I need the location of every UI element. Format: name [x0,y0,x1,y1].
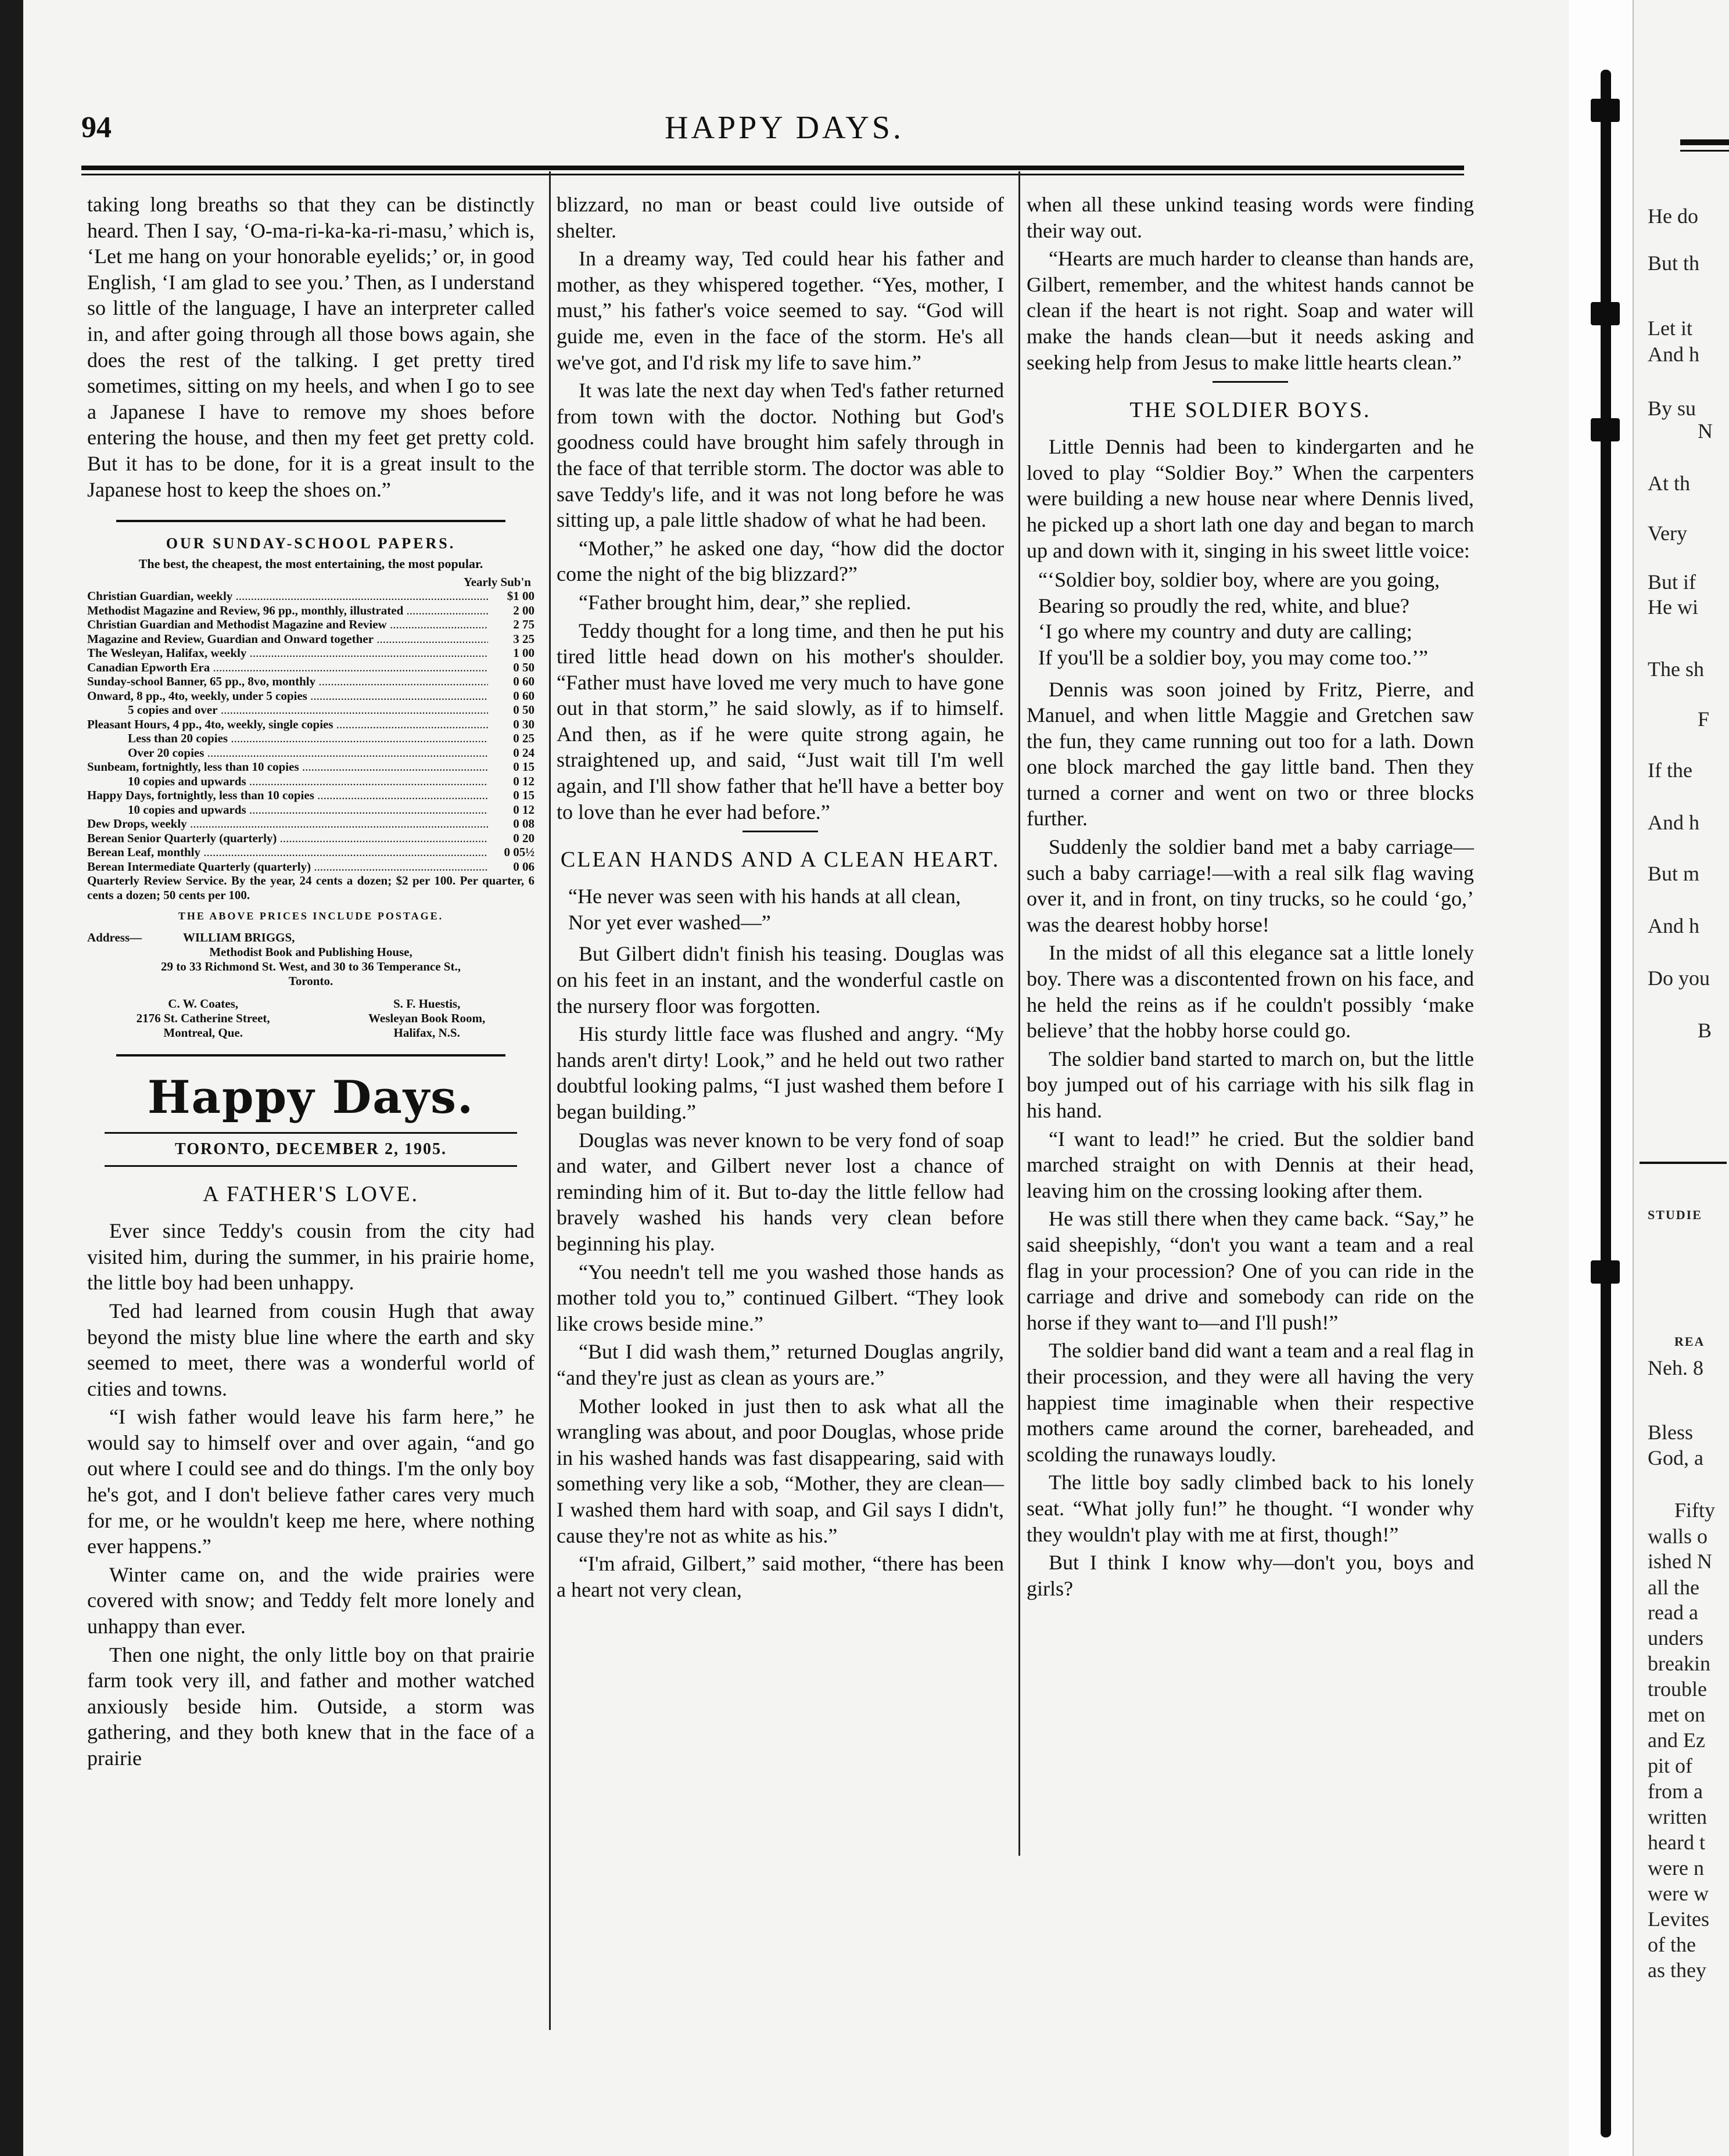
publisher-house: Methodist Book and Publishing House, [209,945,412,960]
next-page-text-fragment: But th [1648,251,1700,275]
paper-name: Methodist Magazine and Review, 96 pp., monthly, illustrated ..... [87,603,488,618]
papers-subtitle: The best, the cheapest, the most entertaining, the most popular. [138,556,483,572]
paper-name: Dew Drops, weekly ..... [87,817,488,831]
next-page-text-fragment: walls o [1648,1525,1708,1548]
price-row [87,589,535,603]
story-paragraph: “Father brought him, dear,” she replied. [579,590,912,614]
next-page-text-fragment: of the [1648,1933,1696,1956]
verse-line: Nor yet ever washed—” [568,910,771,934]
paper-price: 0 60 [513,688,535,703]
price-row [87,760,535,774]
next-page-text-fragment: And h [1648,914,1699,937]
paper-name: Happy Days, fortnightly, less than 10 copies ..... [87,788,488,803]
binding-notch [1591,99,1620,122]
next-page-text-fragment: as they [1648,1959,1706,1982]
sunday-school-papers-box [87,520,535,1057]
price-row [87,731,535,746]
dateline: TORONTO, DECEMBER 2, 1905. [175,1140,447,1159]
next-page-text-fragment: from a [1648,1780,1703,1803]
story-paragraph: “I'm afraid, Gilbert,” said mother, “there has been a heart not very clean, [557,1552,1004,1601]
publisher-name: WILLIAM BRIGGS, [182,930,295,945]
paper-name: Onward, 8 pp., 4to, weekly, under 5 copies ..... [87,689,488,703]
next-page-text-fragment: Do you [1648,966,1710,990]
verse-line: ‘I go where my country and duty are calling; [1038,620,1412,644]
next-page-text-fragment: Neh. 8 [1648,1356,1703,1379]
paper-name: Pleasant Hours, 4 pp., 4to, weekly, single copies ..... [87,717,488,732]
story-title: CLEAN HANDS AND A CLEAN HEART. [560,847,1000,872]
paper-price: 0 15 [513,788,535,803]
postage-note: THE ABOVE PRICES INCLUDE POSTAGE. [178,910,444,922]
paper-price: 3 25 [513,631,535,646]
agent-name: S. F. Huestis, [393,997,461,1011]
next-page-text-fragment: By su [1648,397,1696,420]
publisher-address [87,930,535,989]
header-rule-thick [81,166,1464,170]
next-page-text-fragment: If the [1648,759,1692,782]
story-paragraph: Douglas was never known to be very fond of soap and water, and Gilbert never lost a chance of reminding him of it. But to-day the little fellow had bravely washed his hands very clean before beginning his play. [557,1128,1004,1255]
story-paragraph: Suddenly the soldier band met a baby carriage—such a baby carriage!—with a real silk flag waving over it, and in front, on tiny trucks, so he could ‘go,’ was the dearest hobby horse! [1027,835,1474,936]
price-row [87,817,535,831]
scan-edge-left [0,0,23,2156]
next-page-rule [1680,150,1729,152]
story-paragraph: Teddy thought for a long time, and then he put his tired little head down on his mother's shoulder. “Father must have loved me very much to have gone out in that storm,” he said slowly, as if to himself. And then, as if he were quite strong again, he straightened up, and said, “Just wait till I'm well again, and I'll show father that he'll have a better boy to love than he ever had before.” [557,619,1004,824]
next-page-text-fragment: B [1698,1019,1712,1042]
story-paragraph: Mother looked in just then to ask what all the wrangling was about, and poor Douglas, whose pride in his washed hands was fast disappearing, said with something very like a sob, “Mother, they are clean—I washed them hard with soap, and Gil says I didn't, cause they're not as white as his.” [557,1394,1004,1547]
binding-notch [1591,418,1620,441]
story-paragraph: blizzard, no man or beast could live outside of shelter. [557,193,1004,242]
next-page-text-fragment: unders [1648,1626,1703,1650]
next-page-text-fragment: breakin [1648,1652,1710,1675]
story-paragraph: But I think I know why—don't you, boys and girls? [1027,1551,1474,1600]
next-page-text-fragment: Bless [1648,1421,1694,1444]
yearly-subscription-label: Yearly Sub'n [463,575,531,590]
paper-name: The Wesleyan, Halifax, weekly ..... [87,646,488,660]
paper-name: 10 copies and upwards ..... [87,774,488,789]
story-paragraph: He was still there when they came back. “Say,” he said sheepishly, “don't you want a team and a real flag in your procession? One of you can ride in the carriage and drive and somebody can ride on the horse if they want to—and I'll push!” [1027,1207,1474,1334]
next-page-text-fragment: F [1698,707,1710,731]
verse-line: Bearing so proudly the red, white, and blue? [1038,594,1409,617]
price-row [87,603,535,618]
next-page-text-fragment: and Ez [1648,1729,1705,1752]
next-page-edge [1633,0,1729,2156]
column-1 [87,192,535,1774]
papers-title: OUR SUNDAY-SCHOOL PAPERS. [166,535,456,552]
price-row [87,703,535,717]
story-paragraph: Ted had learned from cousin Hugh that away beyond the misty blue line where the earth and sky seemed to meet, there was a wonderful world of cities and towns. [87,1299,535,1400]
agent-city: Montreal, Que. [163,1026,243,1040]
quarterly-review-row [87,874,535,902]
box-top-rule [116,520,505,522]
next-page-text-fragment: REA [1674,1334,1705,1349]
agent-halifax [368,997,485,1040]
agent-street: Wesleyan Book Room, [368,1011,486,1026]
price-row [87,617,535,632]
box-bottom-rule [116,1054,505,1057]
binding-notch [1591,1260,1620,1284]
next-page-text-fragment: But if [1648,570,1696,594]
price-row [87,660,535,675]
story-title: A FATHER'S LOVE. [203,1182,419,1207]
price-row [87,803,535,817]
dateline-rule-top [105,1132,517,1134]
price-row [87,646,535,660]
next-page-text-fragment: At th [1648,472,1691,495]
paper-name: Berean Leaf, monthly ..... [87,845,488,860]
verse [1027,567,1474,670]
price-row [87,689,535,703]
next-page-text-fragment: Let it [1648,317,1692,340]
paper-name: Canadian Epworth Era ..... [87,660,488,675]
header-rule-thin [81,174,1464,175]
intro-paragraph: taking long breaths so that they can be distinctly heard. Then I say, ‘O-ma-ri-ka-ka-ri-masu,’ which is, ‘Let me hang on your honorable eyelids;’ or, in good English, ‘I am glad to see you.’ Then, as I understand so little of the language, I have an interpreter called in, and after going through all those bows again, she does the rest of the talking. I get pretty tired sometimes, sitting on my heels, and when I go to see a Japanese I have to remove my shoes before entering the house, and then my feet get pretty cold. But it has to be done, for it is a great insult to the Japanese host to keep the shoes on.” [87,193,535,501]
paper-price: 0 15 [513,760,535,774]
paper-name: 5 copies and over ..... [87,703,488,717]
agent-montreal [137,997,270,1040]
verse-line: “‘Soldier boy, soldier boy, where are you going, [1038,568,1440,592]
binding-spine [1601,70,1611,2137]
price-row [87,774,535,789]
paper-name: Magazine and Review, Guardian and Onward together ..... [87,632,488,646]
next-page-text-fragment: trouble [1648,1677,1707,1701]
verse-line: “He never was seen with his hands at all clean, [568,885,961,908]
next-page-text-fragment: But m [1648,862,1700,885]
story-paragraph: “But I did wash them,” returned Douglas angrily, “and they're just as clean as yours are.” [557,1340,1004,1389]
next-page-rule [1640,1162,1727,1164]
story-paragraph: “Mother,” he asked one day, “how did the doctor come the night of the big blizzard?” [557,536,1004,586]
quarterly-review-text: Quarterly Review Service. By the year, 24 cents a dozen; $2 per 100. Per quarter, 6 cents a dozen; 50 cents per 100. [87,874,535,902]
next-page-text-fragment: The sh [1648,657,1704,681]
publisher-city: Toronto. [288,974,333,989]
next-page-text-fragment: Very [1648,522,1687,545]
paper-price: 0 50 [513,703,535,717]
column-3 [1027,192,1474,1604]
paper-name: Berean Intermediate Quarterly (quarterly) ..... [87,860,488,874]
story-paragraph: Then one night, the only little boy on that prairie farm took very ill, and father and mother watched anxiously beside him. Outside, a storm was gathering, and they both knew that in the face of a prairie [87,1643,535,1770]
paper-name: Christian Guardian, weekly ..... [87,589,488,603]
next-page-text-fragment: He do [1648,204,1698,228]
price-row [87,746,535,760]
next-page-text-fragment: written [1648,1805,1707,1828]
dateline-rule-bottom [105,1165,517,1167]
verse [557,883,1004,935]
next-page-text-fragment: were w [1648,1882,1709,1905]
agent-street: 2176 St. Catherine Street, [136,1011,270,1026]
paper-price: 0 24 [513,745,535,760]
page-header [81,105,1487,157]
story-paragraph: “I wish father would leave his farm here,” he would say to himself over and over again, “and go out where I could see and do things. I'm the only boy he's got, and I don't believe father cares very much for me, or he wouldn't keep me here, where nothing ever happens.” [87,1405,535,1558]
section-divider [1213,381,1288,383]
agents [87,997,535,1040]
story-paragraph: “I want to lead!” he cried. But the soldier band marched straight on with Dennis at their head, leaving him on the crossing looking after them. [1027,1127,1474,1202]
price-row [87,674,535,689]
price-list [87,589,535,874]
next-page-text-fragment: God, a [1648,1446,1703,1469]
column-rule-1 [549,171,551,2030]
paper-price: 0 30 [513,717,535,731]
story-paragraph: In a dreamy way, Ted could hear his father and mother, as they whispered together. “Yes, mother, I must,” his father's voice seemed to say. “God will guide me, even in the face of the storm. He's all we've got, and I'd risk my life to save him.” [557,247,1004,374]
story-paragraph: Ever since Teddy's cousin from the city had visited him, during the summer, in his prairie home, the little boy had been unhappy. [87,1219,535,1295]
column-2 [557,192,1004,1605]
page-number: 94 [81,111,112,144]
paper-price: 0 50 [513,660,535,674]
story-paragraph: It was late the next day when Ted's father returned from town with the doctor. Nothing but God's goodness could have brought him safely through in the face of that terrible storm. The doctor was able to save Teddy's life, and it was not long before he was sitting up, a pale little shadow of what he had been. [557,379,1004,532]
section-divider [742,831,818,832]
price-row [87,717,535,732]
story-paragraph: In the midst of all this elegance sat a little lonely boy. There was a discontented frown on his face, and he held the reins as if he couldn't possibly ‘make believe’ that the hobby horse could go. [1027,941,1474,1043]
paper-name: 10 copies and upwards ..... [87,803,488,817]
paper-price: 0 12 [513,802,535,817]
next-page-text-fragment: all the [1648,1576,1699,1599]
price-row [87,632,535,646]
paper-price: 1 00 [513,646,535,660]
paper-price: 0 12 [513,774,535,788]
next-page-text-fragment: pit of [1648,1754,1692,1777]
next-page-rule [1680,139,1729,145]
paper-price: 0 06 [513,859,535,874]
next-page-text-fragment: were n [1648,1856,1704,1880]
next-page-text-fragment: heard t [1648,1831,1705,1854]
address-label: Address— [87,930,142,945]
paper-name: Sunday-school Banner, 65 pp., 8vo, monthly ..... [87,674,488,689]
price-row [87,788,535,803]
story-paragraph: But Gilbert didn't finish his teasing. Douglas was on his feet in an instant, and the wonderful castle on the nursery floor was forgotten. [557,942,1004,1018]
price-row [87,831,535,846]
story-paragraph: Dennis was soon joined by Fritz, Pierre, and Manuel, and when little Maggie and Gretchen saw the fun, they came running out too for a lath. Down one block marched the gay little band. Then they turned a corner and went on two or three blocks further. [1027,677,1474,831]
next-page-text-fragment: He wi [1648,595,1698,619]
story-paragraph: “You needn't tell me you washed those hands as mother told you to,” continued Gilbert. “They look like crows beside mine.” [557,1260,1004,1335]
paper-name: Less than 20 copies ..... [87,731,488,746]
next-page-text-fragment: read a [1648,1601,1698,1624]
agent-name: C. W. Coates, [168,997,239,1011]
price-row [87,845,535,860]
paper-price: 0 08 [513,817,535,831]
paper-price: 0 60 [513,674,535,689]
next-page-text-fragment: STUDIE [1648,1208,1702,1222]
paper-price: 0 05½ [504,845,535,860]
next-page-text-fragment: ished N [1648,1550,1712,1573]
publisher-street: 29 to 33 Richmond St. West, and 30 to 36 Temperance St., [161,960,461,974]
price-row [87,860,535,874]
binding-notch [1591,302,1620,325]
paper-price: 2 00 [513,603,535,617]
story-paragraph: Little Dennis had been to kindergarten and he loved to play “Soldier Boy.” When the carpenters were building a new house near where Dennis lived, he picked up a short lath one day and began to march up and down with it, singing in his sweet little voice: [1027,435,1474,562]
paper-price: 0 20 [513,831,535,845]
paper-name: Sunbeam, fortnightly, less than 10 copies ..... [87,760,488,774]
next-page-text-fragment: Levites [1648,1907,1709,1931]
story-paragraph: The little boy sadly climbed back to his lonely seat. “What jolly fun!” he thought. “I wonder why they wouldn't play with me at first, though!” [1027,1471,1474,1546]
column-rule-2 [1018,171,1020,1856]
paper-price: $1 00 [507,589,535,603]
story-paragraph: Winter came on, and the wide prairies were covered with snow; and Teddy felt more lonely and unhappy than ever. [87,1562,535,1638]
paper-name: Christian Guardian and Methodist Magazine and Review ..... [87,617,488,632]
masthead: Happy Days. [147,1071,475,1124]
running-title: HAPPY DAYS. [665,110,904,146]
paper-price: 0 25 [513,731,535,746]
story-title: THE SOLDIER BOYS. [1129,398,1371,423]
story-paragraph: The soldier band started to march on, but the little boy jumped out of his carriage with his silk flag in his hand. [1027,1047,1474,1122]
next-page-text-fragment: N [1698,419,1713,443]
story-paragraph: The soldier band did want a team and a real flag in their procession, and they were all having the very happiest time imaginable when their respective mothers came around the corner, bareheaded, and scolding the runaways loudly. [1027,1339,1474,1466]
next-page-text-fragment: And h [1648,343,1699,366]
paper-name: Berean Senior Quarterly (quarterly) ..... [87,831,488,846]
next-page-text-fragment: met on [1648,1703,1705,1726]
next-page-text-fragment: Fifty [1674,1499,1716,1522]
agent-city: Halifax, N.S. [393,1026,460,1040]
paper-price: 2 75 [513,617,535,632]
story-paragraph: His sturdy little face was flushed and angry. “My hands aren't dirty! Look,” and he held out two rather doubtful looking palms, “I just washed them before I began building.” [557,1022,1004,1123]
next-page-text-fragment: And h [1648,811,1699,834]
paper-name: Over 20 copies ..... [87,746,488,760]
story-paragraph: when all these unkind teasing words were finding their way out. [1027,193,1474,242]
story-paragraph: “Hearts are much harder to cleanse than hands are, Gilbert, remember, and the whitest hands cannot be clean if the heart is not right. Soap and water will make the hands clean—but it needs asking and seeking help from Jesus to make little hearts clean.” [1027,247,1474,374]
verse-line: If you'll be a soldier boy, you may come too.’” [1038,645,1428,669]
